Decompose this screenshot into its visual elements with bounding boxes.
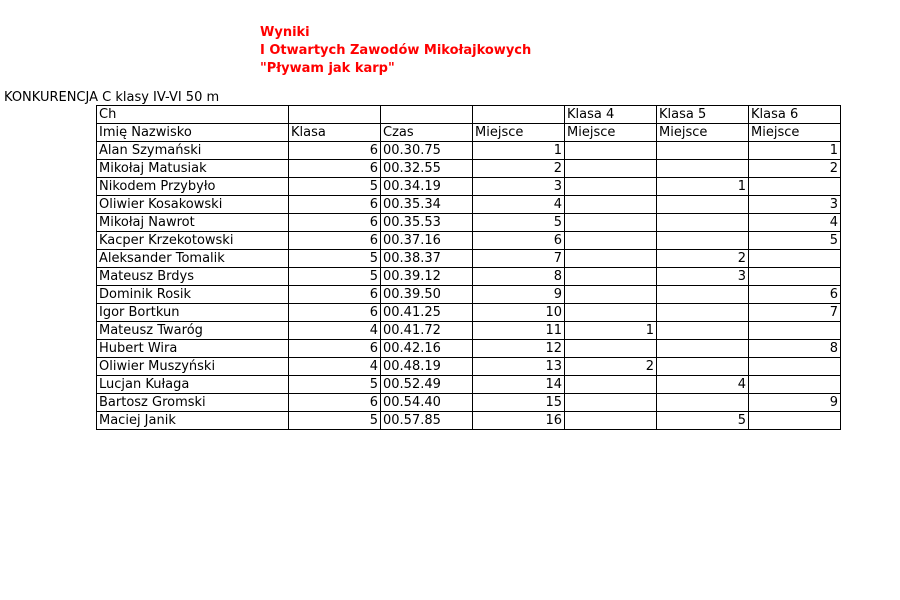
- cell-name: Dominik Rosik: [97, 286, 289, 304]
- cell-name: Oliwier Muszyński: [97, 358, 289, 376]
- cell-class: 5: [289, 178, 381, 196]
- cell-place-class-4: [565, 412, 657, 430]
- table-row: [97, 214, 841, 232]
- cell-place-class-6: 4: [749, 214, 841, 232]
- cell-place: 13: [473, 358, 565, 376]
- cell-place-class-6: [749, 178, 841, 196]
- cell-name: Igor Bortkun: [97, 304, 289, 322]
- cell-name: Mateusz Brdys: [97, 268, 289, 286]
- cell-name: Bartosz Gromski: [97, 394, 289, 412]
- cell-place-class-4: [565, 142, 657, 160]
- cell-place-class-6: [749, 376, 841, 394]
- cell-class: 5: [289, 268, 381, 286]
- cell-place: 8: [473, 268, 565, 286]
- cell-place-class-5: [657, 142, 749, 160]
- cell-place: 15: [473, 394, 565, 412]
- cell-place-class-6: 7: [749, 304, 841, 322]
- table-row: [97, 286, 841, 304]
- cell-time: 00.54.40: [381, 394, 473, 412]
- cell-place-class-6: 2: [749, 160, 841, 178]
- cell-place-class-4: [565, 304, 657, 322]
- header-place-class-6: Miejsce: [749, 124, 841, 142]
- cell-place: 16: [473, 412, 565, 430]
- cell-name: Maciej Janik: [97, 412, 289, 430]
- cell-place: 2: [473, 160, 565, 178]
- cell-name: Alan Szymański: [97, 142, 289, 160]
- class-header-6: Klasa 6: [749, 106, 841, 124]
- cell-place-class-5: 4: [657, 376, 749, 394]
- cell-place-class-5: [657, 358, 749, 376]
- cell-class: 5: [289, 376, 381, 394]
- cell-time: 00.30.75: [381, 142, 473, 160]
- cell-place: 3: [473, 178, 565, 196]
- cell-place-class-5: 5: [657, 412, 749, 430]
- header-place: Miejsce: [473, 124, 565, 142]
- table-row: [97, 304, 841, 322]
- cell-name: Mikołaj Matusiak: [97, 160, 289, 178]
- cell-place-class-5: 3: [657, 268, 749, 286]
- cell-place-class-6: 1: [749, 142, 841, 160]
- cell-place: 9: [473, 286, 565, 304]
- cell-class: 5: [289, 412, 381, 430]
- cell-time: 00.35.34: [381, 196, 473, 214]
- table-row: [97, 232, 841, 250]
- cell-place-class-5: [657, 196, 749, 214]
- cell-place-class-4: [565, 232, 657, 250]
- cell-class: 6: [289, 232, 381, 250]
- cell-name: Aleksander Tomalik: [97, 250, 289, 268]
- cell-name: Kacper Krzekotowski: [97, 232, 289, 250]
- cell-class: 6: [289, 160, 381, 178]
- cell-name: Hubert Wira: [97, 340, 289, 358]
- cell-place: 10: [473, 304, 565, 322]
- cell-time: 00.34.19: [381, 178, 473, 196]
- cell-class: 6: [289, 304, 381, 322]
- cell-place: 1: [473, 142, 565, 160]
- cell-time: 00.41.25: [381, 304, 473, 322]
- cell-place-class-4: [565, 160, 657, 178]
- title-line-2: I Otwartych Zawodów Mikołajkowych: [260, 43, 532, 58]
- cell-place-class-5: 1: [657, 178, 749, 196]
- cell-place-class-4: [565, 214, 657, 232]
- table-row: [97, 358, 841, 376]
- cell-time: 00.57.85: [381, 412, 473, 430]
- cell-place-class-5: [657, 322, 749, 340]
- group-header-row: [97, 106, 841, 124]
- cell-place: 6: [473, 232, 565, 250]
- header-name: Imię Nazwisko: [97, 124, 289, 142]
- cell-place-class-4: [565, 376, 657, 394]
- group-cell: Ch: [97, 106, 289, 124]
- table-row: [97, 178, 841, 196]
- header-time: Czas: [381, 124, 473, 142]
- cell-place-class-4: [565, 250, 657, 268]
- cell-place-class-6: [749, 322, 841, 340]
- cell-class: 6: [289, 214, 381, 232]
- cell-time: 00.39.50: [381, 286, 473, 304]
- cell-name: Lucjan Kułaga: [97, 376, 289, 394]
- table-row: [97, 196, 841, 214]
- cell-class: 4: [289, 322, 381, 340]
- title-block: [260, 24, 531, 78]
- cell-time: 00.42.16: [381, 340, 473, 358]
- cell-time: 00.38.37: [381, 250, 473, 268]
- cell-class: 4: [289, 358, 381, 376]
- cell-place-class-6: [749, 250, 841, 268]
- cell-place: 12: [473, 340, 565, 358]
- header-place-class-5: Miejsce: [657, 124, 749, 142]
- cell-time: 00.52.49: [381, 376, 473, 394]
- table-row: [97, 376, 841, 394]
- cell-place-class-5: [657, 286, 749, 304]
- cell-place-class-6: [749, 358, 841, 376]
- cell-place: 14: [473, 376, 565, 394]
- cell-place: 7: [473, 250, 565, 268]
- cell-place-class-4: [565, 196, 657, 214]
- cell-place-class-5: [657, 304, 749, 322]
- table-row: [97, 412, 841, 430]
- table-row: [97, 322, 841, 340]
- cell-class: 6: [289, 286, 381, 304]
- class-header-4: Klasa 4: [565, 106, 657, 124]
- cell-place-class-5: 2: [657, 250, 749, 268]
- table-row: [97, 142, 841, 160]
- cell-place-class-5: [657, 214, 749, 232]
- cell-time: 00.37.16: [381, 232, 473, 250]
- cell-place-class-4: [565, 286, 657, 304]
- table-row: [97, 394, 841, 412]
- cell-class: 6: [289, 340, 381, 358]
- competition-heading: KONKURENCJA C klasy IV-VI 50 m: [4, 90, 220, 105]
- cell-class: 6: [289, 394, 381, 412]
- cell-place-class-6: 5: [749, 232, 841, 250]
- cell-place-class-4: 2: [565, 358, 657, 376]
- cell-place: 5: [473, 214, 565, 232]
- table-row: [97, 160, 841, 178]
- cell-name: Mateusz Twaróg: [97, 322, 289, 340]
- cell-class: 6: [289, 142, 381, 160]
- cell-time: 00.41.72: [381, 322, 473, 340]
- cell-place-class-4: [565, 178, 657, 196]
- cell-place-class-4: [565, 394, 657, 412]
- cell-place-class-6: [749, 268, 841, 286]
- table-row: [97, 340, 841, 358]
- results-table: [96, 105, 841, 430]
- cell-place-class-6: 3: [749, 196, 841, 214]
- cell-class: 5: [289, 250, 381, 268]
- cell-class: 6: [289, 196, 381, 214]
- cell-time: 00.35.53: [381, 214, 473, 232]
- cell-place-class-4: 1: [565, 322, 657, 340]
- cell-place-class-6: 9: [749, 394, 841, 412]
- cell-place-class-4: [565, 340, 657, 358]
- cell-place-class-6: 6: [749, 286, 841, 304]
- cell-place-class-5: [657, 160, 749, 178]
- cell-place: 4: [473, 196, 565, 214]
- title-line-1: Wyniki: [260, 25, 310, 40]
- cell-place-class-5: [657, 340, 749, 358]
- class-header-5: Klasa 5: [657, 106, 749, 124]
- cell-time: 00.32.55: [381, 160, 473, 178]
- column-header-row: [97, 124, 841, 142]
- table-row: [97, 250, 841, 268]
- cell-place-class-5: [657, 394, 749, 412]
- header-class: Klasa: [289, 124, 381, 142]
- header-place-class-4: Miejsce: [565, 124, 657, 142]
- cell-place: 11: [473, 322, 565, 340]
- cell-place-class-4: [565, 268, 657, 286]
- cell-time: 00.39.12: [381, 268, 473, 286]
- cell-place-class-6: [749, 412, 841, 430]
- title-line-3: "Pływam jak karp": [260, 61, 395, 76]
- cell-place-class-6: 8: [749, 340, 841, 358]
- cell-name: Mikołaj Nawrot: [97, 214, 289, 232]
- cell-name: Oliwier Kosakowski: [97, 196, 289, 214]
- cell-name: Nikodem Przybyło: [97, 178, 289, 196]
- table-row: [97, 268, 841, 286]
- cell-time: 00.48.19: [381, 358, 473, 376]
- cell-place-class-5: [657, 232, 749, 250]
